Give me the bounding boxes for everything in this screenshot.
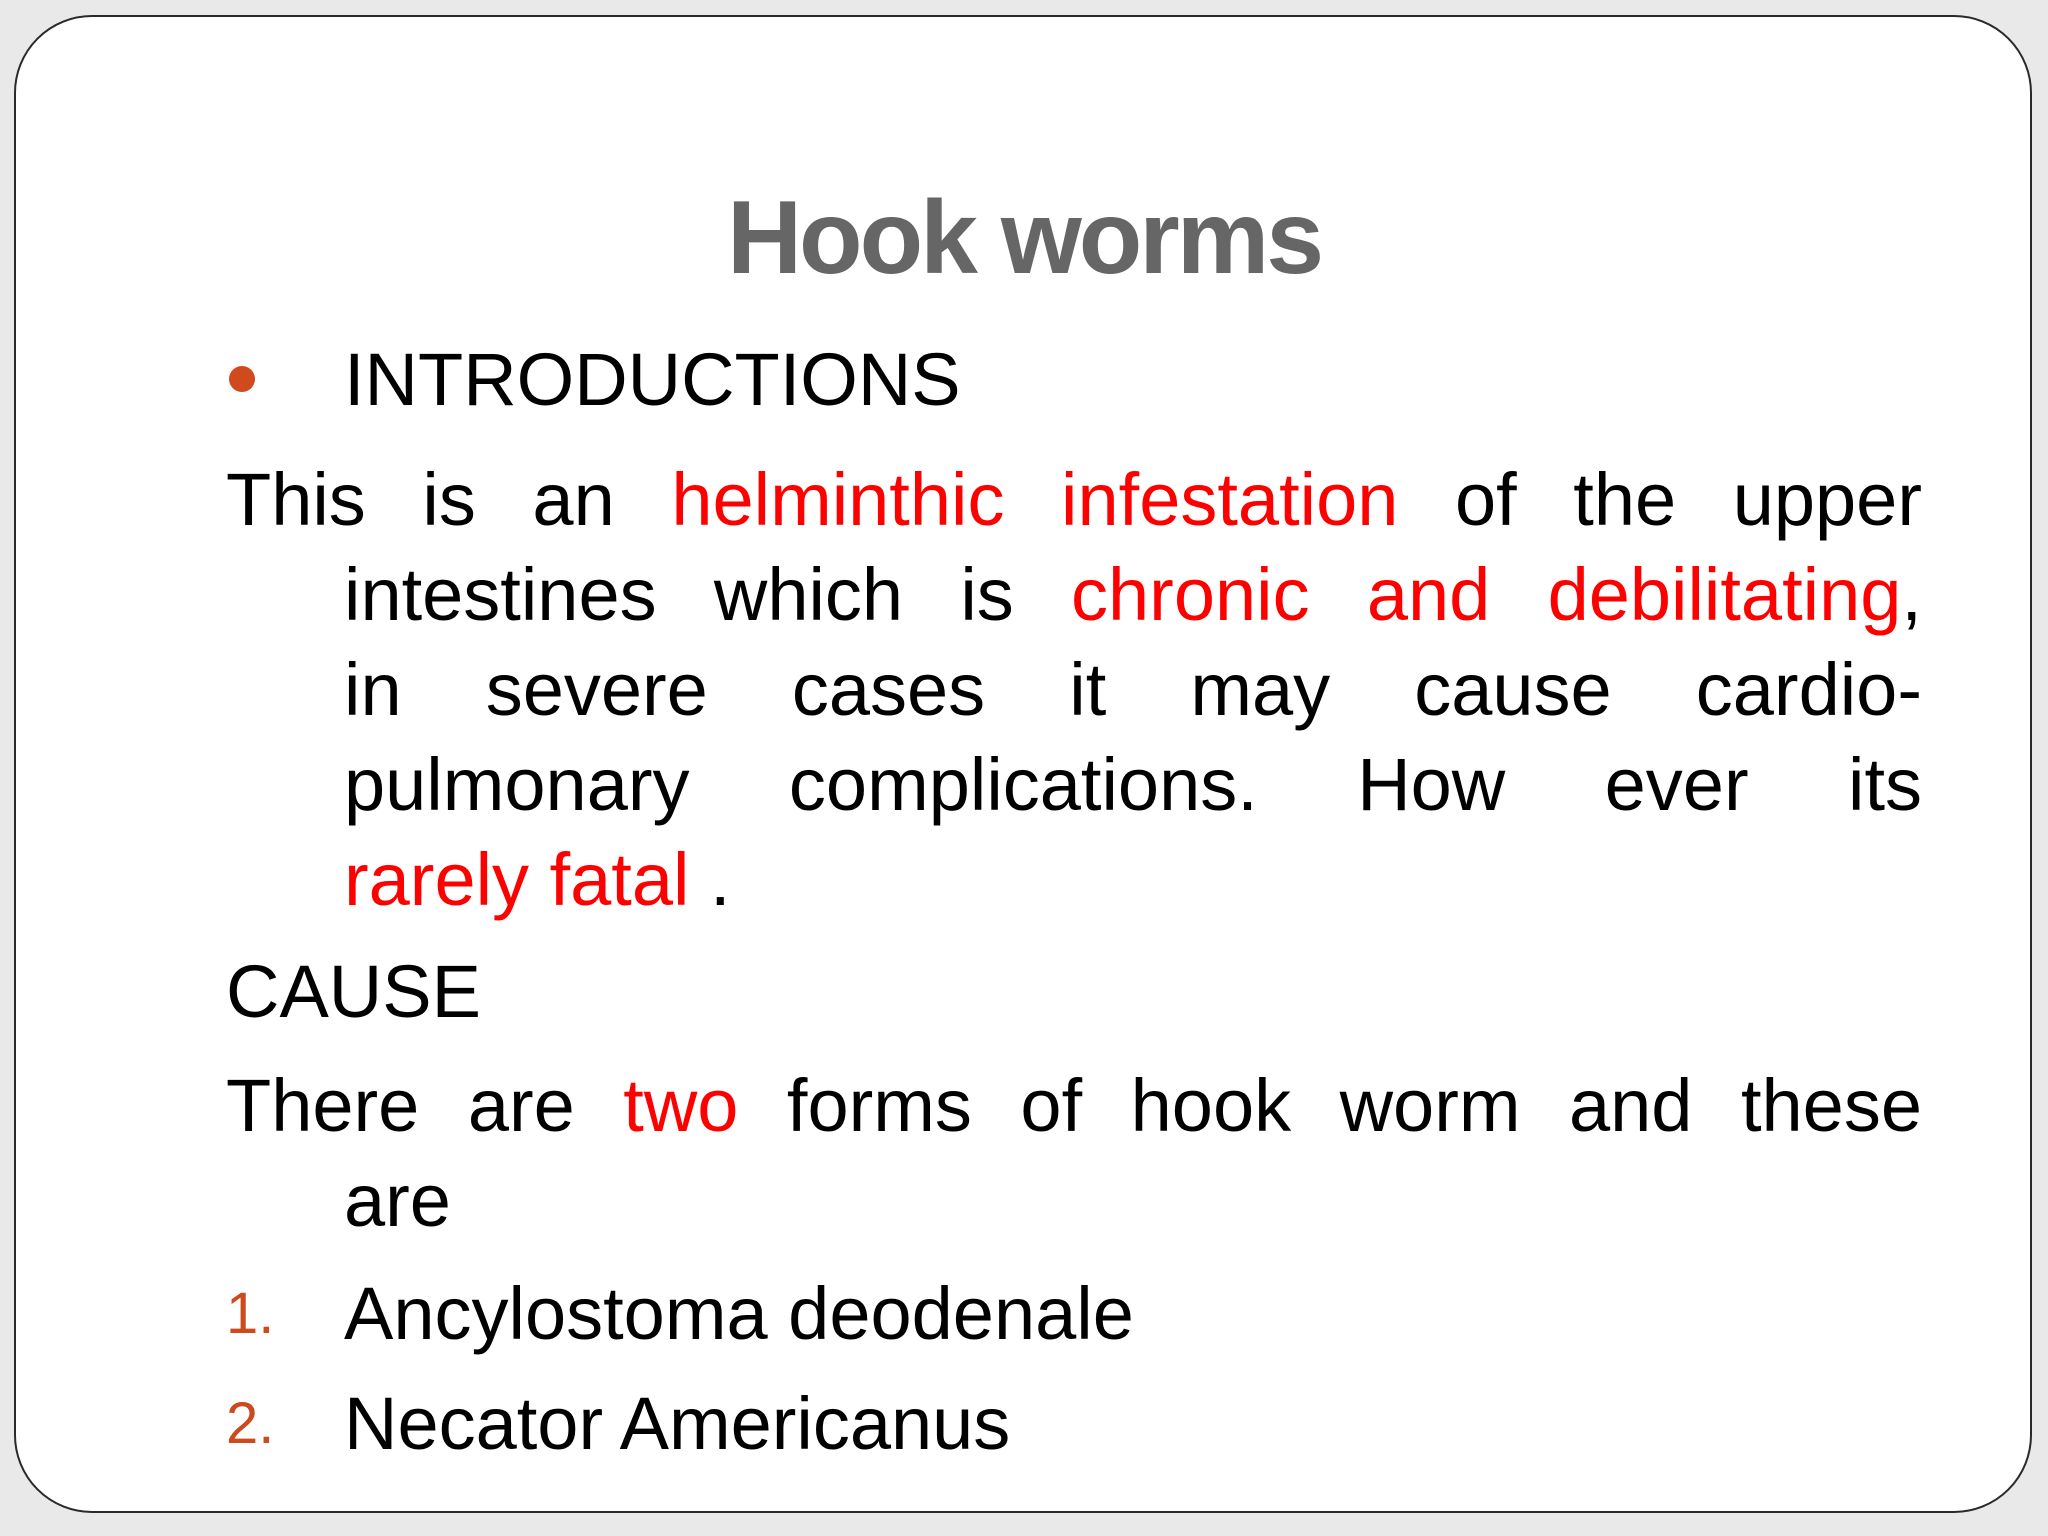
intro-word: its [1848, 743, 1922, 826]
intro-word: pulmonary [344, 743, 690, 826]
cause-word: of [1020, 1064, 1083, 1147]
list-number-2: 2. [226, 1391, 275, 1456]
cause-word: hook [1130, 1064, 1292, 1147]
intro-period: . [689, 838, 731, 921]
intro-word: intestines [344, 553, 657, 636]
bullet-dot-icon [229, 366, 255, 392]
intro-word: may [1190, 648, 1331, 731]
intro-word: severe [485, 648, 708, 731]
intro-highlight-word: helminthic [671, 458, 1005, 541]
cause-heading: CAUSE [226, 950, 481, 1033]
intro-word: complications. [788, 743, 1258, 826]
cause-word: worm [1339, 1064, 1521, 1147]
intro-highlight-word: chronic [1071, 553, 1310, 636]
intro-word: the [1573, 458, 1677, 541]
intro-line-2 [344, 555, 1922, 635]
intro-word: in [344, 648, 402, 731]
list-item-1: Ancylostoma deodenale [344, 1272, 1134, 1355]
intro-word: cause [1414, 648, 1612, 731]
cause-line-1 [226, 1066, 1922, 1146]
intro-word: upper [1732, 458, 1922, 541]
intro-highlight-phrase: rarely fatal [344, 838, 690, 921]
cause-word: these [1740, 1064, 1922, 1147]
introductions-heading: INTRODUCTIONS [344, 338, 961, 421]
intro-word: of [1454, 458, 1517, 541]
intro-word: cases [791, 648, 986, 731]
cause-word: There [226, 1064, 420, 1147]
intro-line-4 [344, 745, 1922, 825]
intro-word: ever [1604, 743, 1749, 826]
intro-highlight-word: debilitating [1547, 553, 1902, 636]
slide-title: Hook worms [726, 180, 1322, 296]
cause-highlight-word: two [623, 1064, 739, 1147]
intro-word: is [422, 458, 476, 541]
intro-word: it [1069, 648, 1107, 731]
cause-line-2: are [344, 1159, 451, 1242]
intro-word: an [532, 458, 615, 541]
intro-word: How [1357, 743, 1506, 826]
intro-highlight-word: and [1366, 553, 1491, 636]
list-number-1: 1. [226, 1281, 275, 1346]
intro-word: is [960, 553, 1014, 636]
intro-line-1 [226, 460, 1922, 540]
cause-word: and [1569, 1064, 1693, 1147]
list-item-2: Necator Americanus [344, 1382, 1011, 1465]
intro-highlight-word: infestation [1061, 458, 1399, 541]
intro-line-3 [344, 650, 1922, 730]
intro-word: which [713, 553, 904, 636]
intro-comma: , [1901, 553, 1922, 636]
intro-word: This [226, 458, 366, 541]
intro-line-5 [344, 840, 731, 920]
intro-word: cardio- [1695, 648, 1922, 731]
cause-word: forms [786, 1064, 972, 1147]
cause-word: are [467, 1064, 575, 1147]
